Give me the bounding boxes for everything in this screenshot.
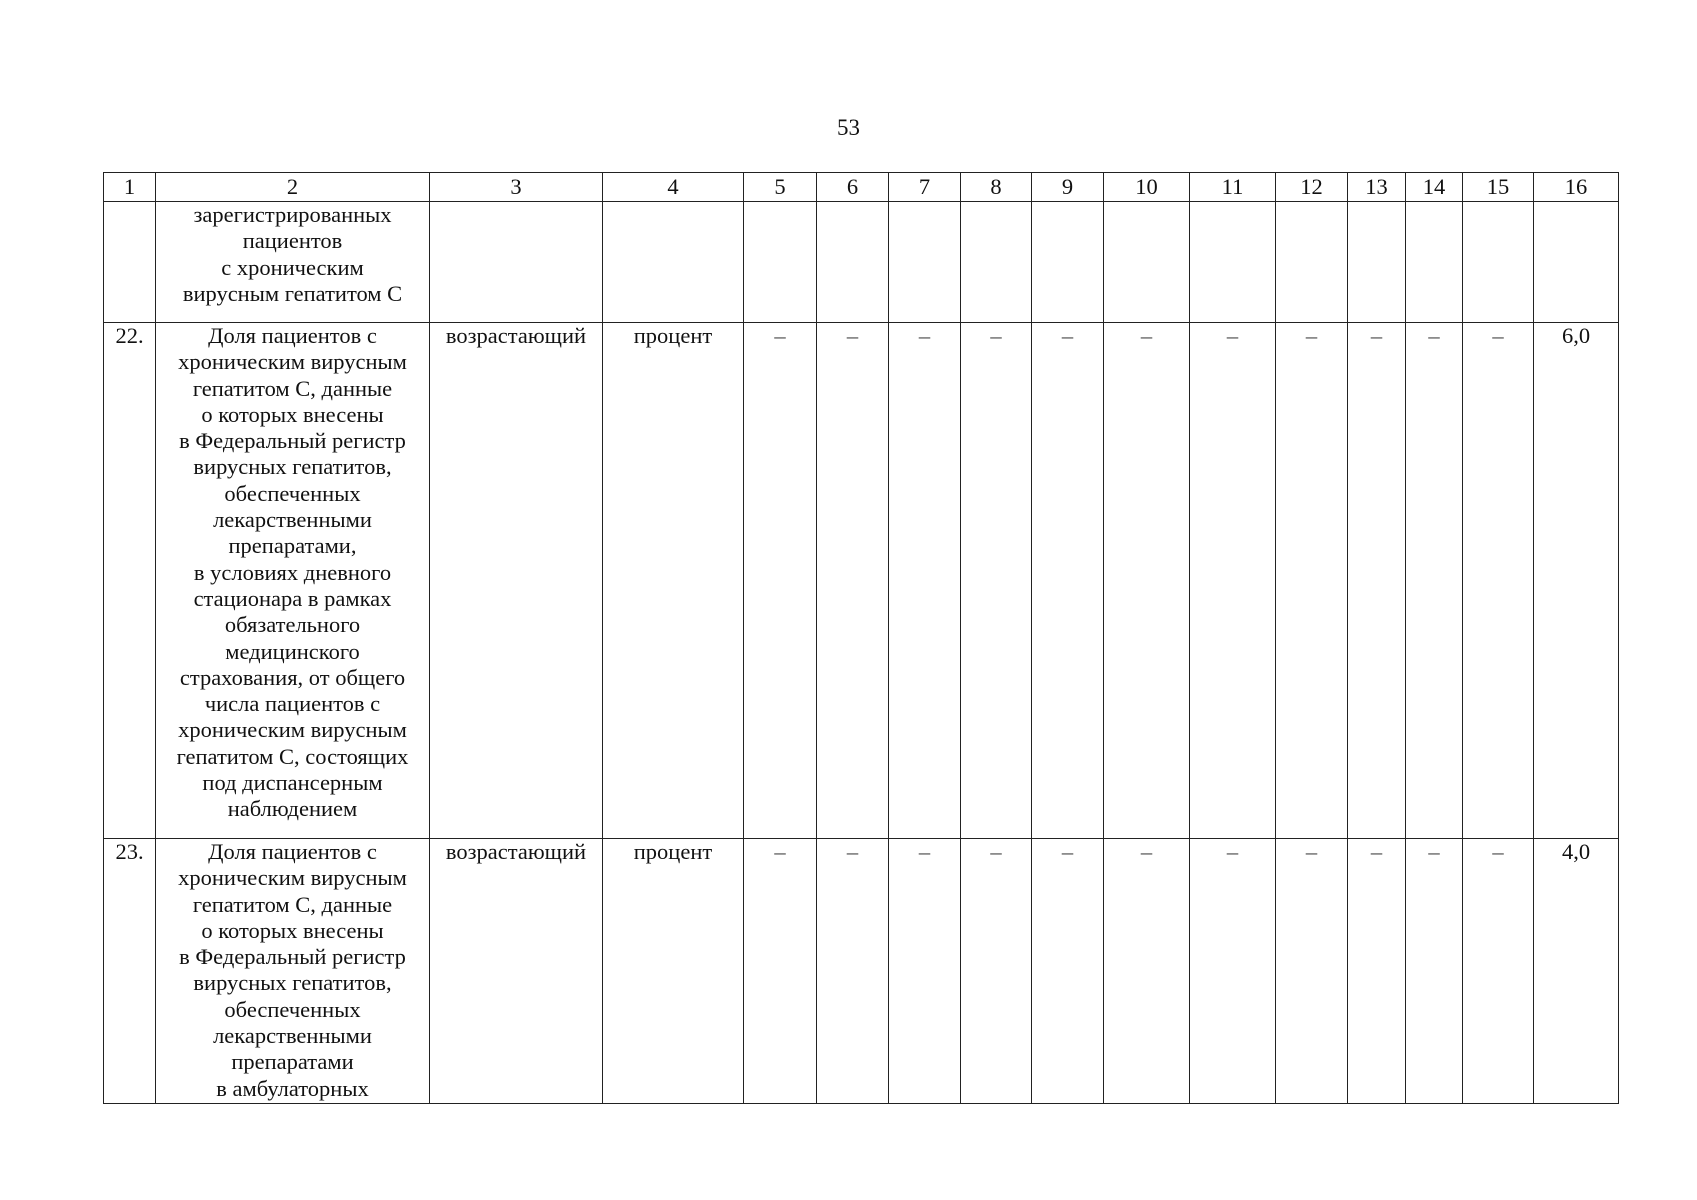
indicator-value: – bbox=[961, 839, 1032, 1104]
indicator-name: зарегистрированных пациентов с хроническим вирусным гепатитом С bbox=[156, 202, 430, 323]
indicator-value: – bbox=[1032, 323, 1104, 839]
column-header: 3 bbox=[430, 173, 603, 202]
indicator-direction: возрастающий bbox=[430, 839, 603, 1104]
indicator-value: – bbox=[1190, 323, 1276, 839]
indicator-value: – bbox=[961, 323, 1032, 839]
indicator-value: – bbox=[889, 839, 961, 1104]
indicator-value: – bbox=[1276, 839, 1348, 1104]
indicator-value: – bbox=[1348, 839, 1406, 1104]
indicator-direction bbox=[430, 202, 603, 323]
indicator-value bbox=[1406, 202, 1463, 323]
indicator-value: – bbox=[889, 323, 961, 839]
indicator-value: 6,0 bbox=[1534, 323, 1619, 839]
page-number: 53 bbox=[837, 115, 860, 140]
indicator-name: Доля пациентов с хроническим вирусным гепатитом С, данные о которых внесены в Федеральный регистр вирусных гепатитов, обеспеченных лекарственными препаратами, в условиях дневного стационара в рамках обязательного медицинского страхования, от общего числа пациентов с хроническим вирусным гепатитом С, состоящих под диспансерным наблюдением bbox=[156, 323, 430, 839]
row-number: 23. bbox=[104, 839, 156, 1104]
row-number bbox=[104, 202, 156, 323]
column-header: 11 bbox=[1190, 173, 1276, 202]
indicator-value bbox=[817, 202, 889, 323]
column-header: 8 bbox=[961, 173, 1032, 202]
indicator-value: – bbox=[1104, 323, 1190, 839]
indicator-value: – bbox=[1406, 323, 1463, 839]
column-header: 6 bbox=[817, 173, 889, 202]
indicator-value bbox=[1534, 202, 1619, 323]
indicator-value: – bbox=[1104, 839, 1190, 1104]
indicator-value bbox=[1032, 202, 1104, 323]
column-header: 7 bbox=[889, 173, 961, 202]
column-header: 12 bbox=[1276, 173, 1348, 202]
indicator-value: – bbox=[1463, 323, 1534, 839]
indicator-value: – bbox=[817, 323, 889, 839]
indicator-unit: процент bbox=[603, 323, 744, 839]
table-header-row bbox=[104, 173, 1619, 202]
indicator-value bbox=[1104, 202, 1190, 323]
indicator-value bbox=[1276, 202, 1348, 323]
indicator-name: Доля пациентов с хроническим вирусным гепатитом С, данные о которых внесены в Федеральный регистр вирусных гепатитов, обеспеченных лекарственными препаратами в амбулаторных bbox=[156, 839, 430, 1104]
indicator-value: – bbox=[744, 323, 817, 839]
indicator-value: – bbox=[1276, 323, 1348, 839]
indicator-value: 4,0 bbox=[1534, 839, 1619, 1104]
indicator-value bbox=[1463, 202, 1534, 323]
row-number: 22. bbox=[104, 323, 156, 839]
column-header: 16 bbox=[1534, 173, 1619, 202]
column-header: 5 bbox=[744, 173, 817, 202]
column-header: 14 bbox=[1406, 173, 1463, 202]
column-header: 4 bbox=[603, 173, 744, 202]
indicator-value: – bbox=[1348, 323, 1406, 839]
indicator-value: – bbox=[1190, 839, 1276, 1104]
column-header: 1 bbox=[104, 173, 156, 202]
column-header: 10 bbox=[1104, 173, 1190, 202]
indicator-unit: процент bbox=[603, 839, 744, 1104]
column-header: 13 bbox=[1348, 173, 1406, 202]
indicators-table bbox=[103, 172, 1619, 1104]
indicator-unit bbox=[603, 202, 744, 323]
indicator-value: – bbox=[744, 839, 817, 1104]
column-header: 2 bbox=[156, 173, 430, 202]
indicator-value bbox=[961, 202, 1032, 323]
indicator-value bbox=[1190, 202, 1276, 323]
table-row bbox=[104, 323, 1619, 839]
indicator-value: – bbox=[817, 839, 889, 1104]
indicator-direction: возрастающий bbox=[430, 323, 603, 839]
table-row bbox=[104, 839, 1619, 1104]
indicator-value bbox=[744, 202, 817, 323]
indicator-value: – bbox=[1032, 839, 1104, 1104]
indicator-value bbox=[889, 202, 961, 323]
indicator-value: – bbox=[1406, 839, 1463, 1104]
column-header: 9 bbox=[1032, 173, 1104, 202]
table-row bbox=[104, 202, 1619, 323]
indicator-value bbox=[1348, 202, 1406, 323]
column-header: 15 bbox=[1463, 173, 1534, 202]
indicator-value: – bbox=[1463, 839, 1534, 1104]
